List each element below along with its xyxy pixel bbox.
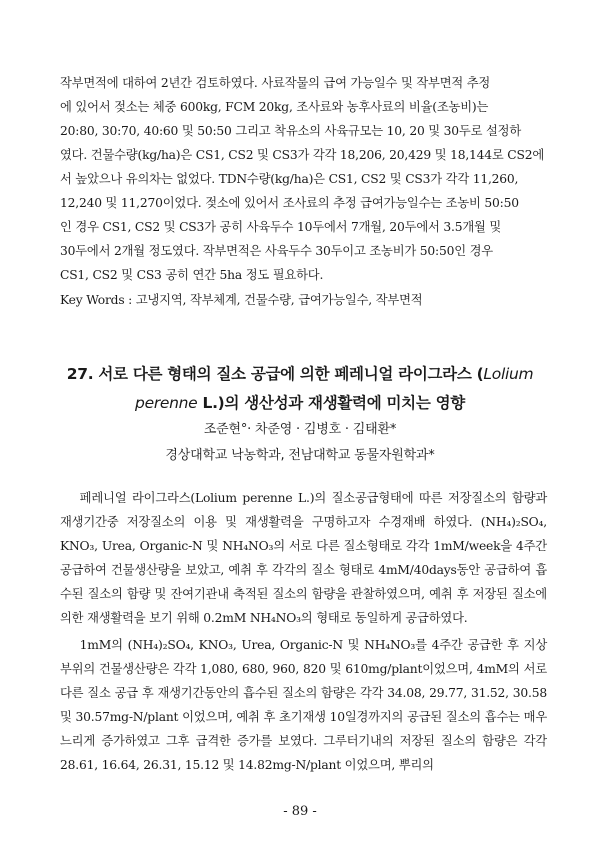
previous-abstract-line: 였다. 건물수량(kg/ha)은 CS1, CS2 및 CS3가 각각 18,206, 20,429 및 18,144로 CS2에 — [60, 148, 545, 162]
article-authors: 조준현°· 차준영 · 김병호 · 김태환* — [203, 422, 397, 437]
previous-abstract-line: 30두에서 2개월 정도였다. 작부면적은 사육두수 30두이고 조농비가 50:50인 경우 — [60, 244, 493, 258]
previous-abstract-line: 인 경우 CS1, CS2 및 CS3가 공히 사육두수 10두에서 7개월, 20두에서 3.5개월 및 — [60, 220, 502, 234]
article-body — [60, 486, 547, 777]
previous-abstract-line: 에 있어서 젖소는 체중 600kg, FCM 20kg, 조사료와 농후사료의 비율(조농비)는 — [60, 100, 489, 114]
previous-abstract-line: 20:80, 30:70, 40:60 및 50:50 그리고 착유소의 사육규모는 10, 20 및 30두로 설정하 — [60, 124, 522, 138]
title-text: 27. 서로 다른 형태의 질소 공급에 의한 페레니얼 라이그라스 ( — [66, 365, 484, 383]
previous-abstract — [60, 71, 547, 287]
page-number: - 89 - — [283, 804, 317, 819]
article-title-line-2 — [50, 391, 550, 415]
previous-abstract-line: 작부면적에 대하여 2년간 검토하였다. 사료작물의 급여 가능일수 및 작부면적 추정 — [60, 76, 491, 90]
body-paragraph: 페레니얼 라이그라스(Lolium perenne L.)의 질소공급형태에 따른 저장질소의 함량과 재생기간중 저장질소의 이용 및 재생활력을 구명하고자 수경재배 하였다. (NH₄)₂SO₄, KNO₃, Urea, Organic-N 및 NH₄NO₃의 서로 다른 질소형태로 각각 1mM/week을 4주간 공급하여 건물생산량을 보았고, 예취 후 각각의 질소 형태로 4mM/40days동안 공급하여 흡수된 질소의 함량 및 잔여기관내 축적된 질소의 함량을 관찰하였으며, 예취 후 저장된 질소에 의한 재생활력을 보기 위해 0.2mM NH₄NO₃의 형태로 동일하게 공급하였다. — [60, 491, 547, 625]
previous-keywords: Key Words : 고냉지역, 작부체계, 건물수량, 급여가능일수, 작부면적 — [60, 293, 423, 307]
previous-abstract-line: CS1, CS2 및 CS3 공히 연간 5ha 정도 필요하다. — [60, 268, 324, 282]
title-species-italic: perenne — [135, 394, 198, 412]
article-title-line-1 — [50, 362, 550, 386]
title-text: L.)의 생산성과 재생활력에 미치는 영향 — [197, 394, 465, 412]
title-species-italic: Lolium — [483, 365, 534, 383]
previous-abstract-line: 서 높았으나 유의차는 없었다. TDN수량(kg/ha)은 CS1, CS2 및 CS3가 각각 11,260, — [60, 172, 519, 186]
article-affiliations: 경상대학교 낙농학과, 전남대학교 동물자원학과* — [165, 448, 435, 463]
previous-abstract-line: 12,240 및 11,270이었다. 젖소에 있어서 조사료의 추정 급여가능일수는 조농비 50:50 — [60, 196, 519, 210]
article-title — [50, 362, 550, 415]
body-paragraph: 1mM의 (NH₄)₂SO₄, KNO₃, Urea, Organic-N 및 NH₄NO₃를 4주간 공급한 후 지상부위의 건물생산량은 각각 1,080, 680, 960, 820 및 610mg/plant이었으며, 4mM의 서로 다른 질소 공급 후 재생기간동안의 흡수된 질소의 함량은 각각 34.08, 29.77, 31.52, 30.58 및 30.57mg-N/plant 이었으며, 예취 후 초기재생 10일경까지의 공급된 질소의 흡수는 매우 느리게 증가하였고 그후 급격한 증가를 보였다. 그루터기내의 저장된 질소의 함량은 각각 28.61, 16.64, 26.31, 15.12 및 14.82mg-N/plant 이었으며, 뿌리의 — [60, 638, 547, 772]
